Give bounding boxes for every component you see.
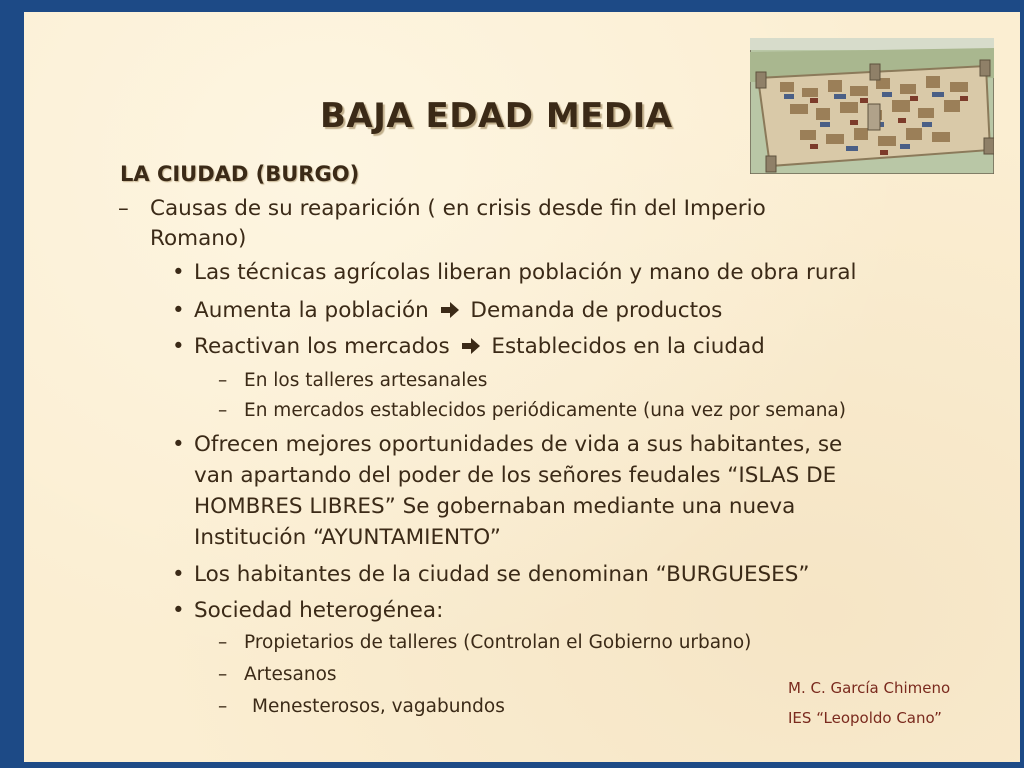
sub-workshops: En los talleres artesanales xyxy=(244,370,488,391)
bullet-population xyxy=(194,298,722,323)
sub-weekly-markets: En mercados establecidos periódicamente (una vez por semana) xyxy=(244,400,846,421)
bullet-marker: • xyxy=(172,562,185,587)
bullet-society: Sociedad heterogénea: xyxy=(194,598,444,623)
medieval-city-illustration xyxy=(750,38,994,174)
section-heading: LA CIUDAD (BURGO) xyxy=(120,162,360,186)
bullet-opportunities-line-4: Institución “AYUNTAMIENTO” xyxy=(194,525,501,550)
intro-line-2: Romano) xyxy=(150,226,247,251)
bullet-markets xyxy=(194,334,765,359)
bullet-marker: • xyxy=(172,432,185,457)
right-arrow-icon xyxy=(440,301,460,319)
dash-marker: – xyxy=(218,664,228,685)
bullet-opportunities-line-3: HOMBRES LIBRES” Se gobernaban mediante una nueva xyxy=(194,494,796,519)
bullet-opportunities-line-1: Ofrecen mejores oportunidades de vida a sus habitantes, se xyxy=(194,432,843,457)
dash-marker: – xyxy=(218,696,228,717)
right-arrow-icon xyxy=(461,337,481,355)
author-credit: M. C. García Chimeno xyxy=(788,679,951,697)
bullet-marker: • xyxy=(172,334,185,359)
slide xyxy=(24,12,1020,762)
bullet-marker: • xyxy=(172,598,185,623)
dash-marker: – xyxy=(218,370,228,391)
dash-marker: – xyxy=(218,632,228,653)
bullet-burgueses: Los habitantes de la ciudad se denominan “BURGUESES” xyxy=(194,562,810,587)
bullet-marker: • xyxy=(172,260,185,285)
dash-marker: – xyxy=(118,196,129,221)
bullet-population-cause: Aumenta la población xyxy=(194,298,429,323)
dash-marker: – xyxy=(218,400,228,421)
school-credit: IES “Leopoldo Cano” xyxy=(788,709,942,727)
bullet-markets-cause: Reactivan los mercados xyxy=(194,334,450,359)
bullet-population-effect: Demanda de productos xyxy=(470,298,723,323)
slide-title: BAJA EDAD MEDIA xyxy=(320,96,673,136)
sub-vagrants: Menesterosos, vagabundos xyxy=(252,696,505,717)
intro-line-1: Causas de su reaparición ( en crisis desde fin del Imperio xyxy=(150,196,766,221)
sub-owners: Propietarios de talleres (Controlan el Gobierno urbano) xyxy=(244,632,752,653)
bullet-markets-effect: Establecidos en la ciudad xyxy=(491,334,765,359)
sub-artisans: Artesanos xyxy=(244,664,337,685)
bullet-marker: • xyxy=(172,298,185,323)
bullet-techniques: Las técnicas agrícolas liberan población y mano de obra rural xyxy=(194,260,857,285)
bullet-opportunities-line-2: van apartando del poder de los señores feudales “ISLAS DE xyxy=(194,463,837,488)
